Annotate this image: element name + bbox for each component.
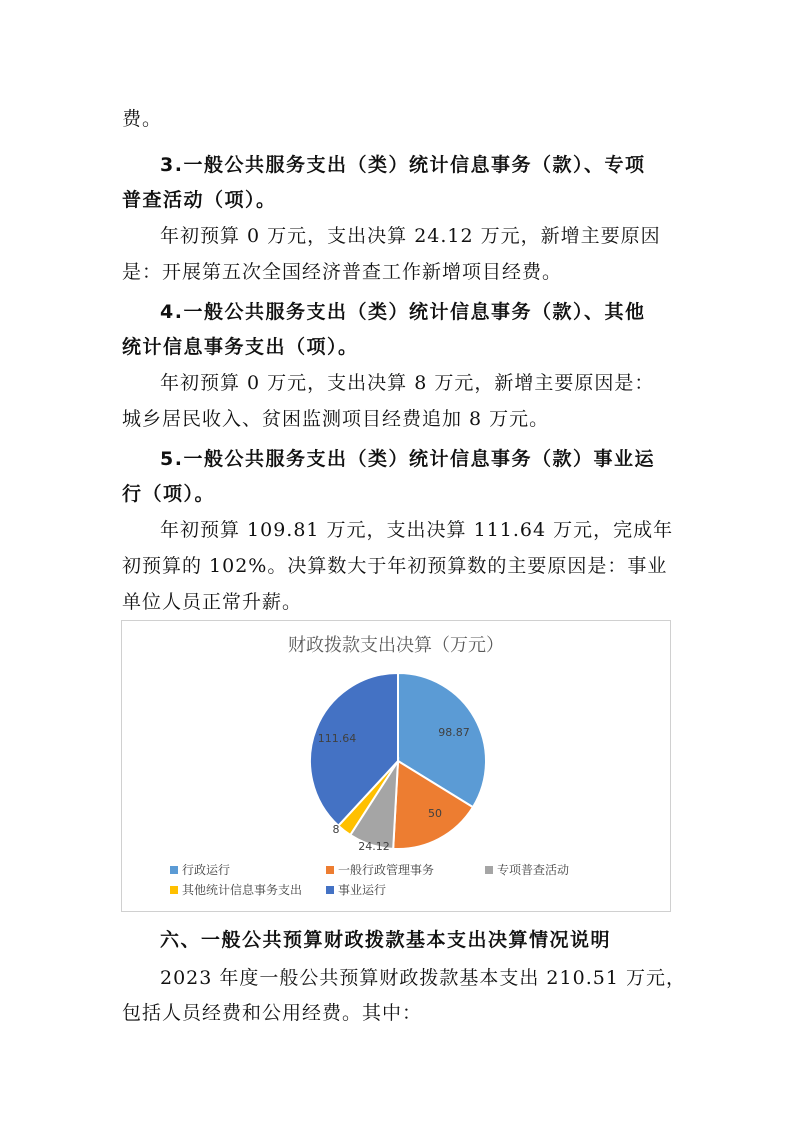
pie-slice-value-label: 50 [428, 807, 442, 820]
legend-item [170, 881, 302, 898]
chart-title: 财政拨款支出决算（万元） [288, 635, 504, 656]
section-heading-5-line-2: 行（项）。 [122, 483, 216, 505]
legend-swatch [326, 866, 334, 874]
legend-swatch [485, 866, 493, 874]
legend-swatch [170, 886, 178, 894]
legend-swatch [326, 886, 334, 894]
pie-slice-value-label: 111.64 [317, 732, 357, 745]
legend-label: 专项普查活动 [497, 863, 570, 877]
paragraph-3-line-1: 年初预算 0 万元，支出决算 24.12 万元，新增主要原因 [160, 225, 661, 247]
paragraph-6-line-2: 包括人员经费和公用经费。其中： [122, 1002, 423, 1024]
legend-item [326, 861, 434, 878]
legend-item [326, 881, 386, 898]
legend-label: 事业运行 [338, 883, 387, 897]
paragraph-6-line-1: 2023 年度一般公共预算财政拨款基本支出 210.51 万元， [160, 967, 686, 989]
paragraph-4-line-1: 年初预算 0 万元，支出决算 8 万元，新增主要原因是： [160, 372, 655, 394]
legend-label: 行政运行 [182, 863, 231, 877]
pie-chart-container [121, 620, 671, 912]
section-heading-3-line-2: 普查活动（项）。 [122, 189, 277, 211]
pie-slice-value-label: 8 [332, 823, 340, 836]
paragraph-3-line-2: 是：开展第五次全国经济普查工作新增项目经费。 [122, 261, 563, 283]
section-heading-5-line-1: 5.一般公共服务支出（类）统计信息事务（款）事业运 [160, 448, 655, 470]
paragraph-5-line-2: 初预算的 102%。决算数大于年初预算数的主要原因是：事业 [122, 555, 668, 577]
pie-slice-value-label: 24.12 [358, 840, 390, 853]
legend-swatch [170, 866, 178, 874]
section-heading-4-line-1: 4.一般公共服务支出（类）统计信息事务（款）、其他 [160, 301, 646, 323]
legend-item [485, 861, 569, 878]
paragraph-5-line-3: 单位人员正常升薪。 [122, 591, 303, 613]
legend-item [170, 861, 230, 878]
section-heading-6: 六、一般公共预算财政拨款基本支出决算情况说明 [160, 929, 612, 951]
legend-label: 一般行政管理事务 [338, 863, 435, 877]
pie-slice-value-label: 98.87 [438, 726, 470, 739]
paragraph-fragment: 费。 [122, 108, 163, 130]
section-heading-4-line-2: 统计信息事务支出（项）。 [122, 336, 359, 358]
legend-label: 其他统计信息事务支出 [182, 883, 303, 897]
paragraph-4-line-2: 城乡居民收入、贫困监测项目经费追加 8 万元。 [122, 408, 550, 430]
section-heading-3-line-1: 3.一般公共服务支出（类）统计信息事务（款）、专项 [160, 154, 646, 176]
paragraph-5-line-1: 年初预算 109.81 万元，支出决算 111.64 万元，完成年 [160, 519, 674, 541]
chart-legend [122, 621, 672, 913]
